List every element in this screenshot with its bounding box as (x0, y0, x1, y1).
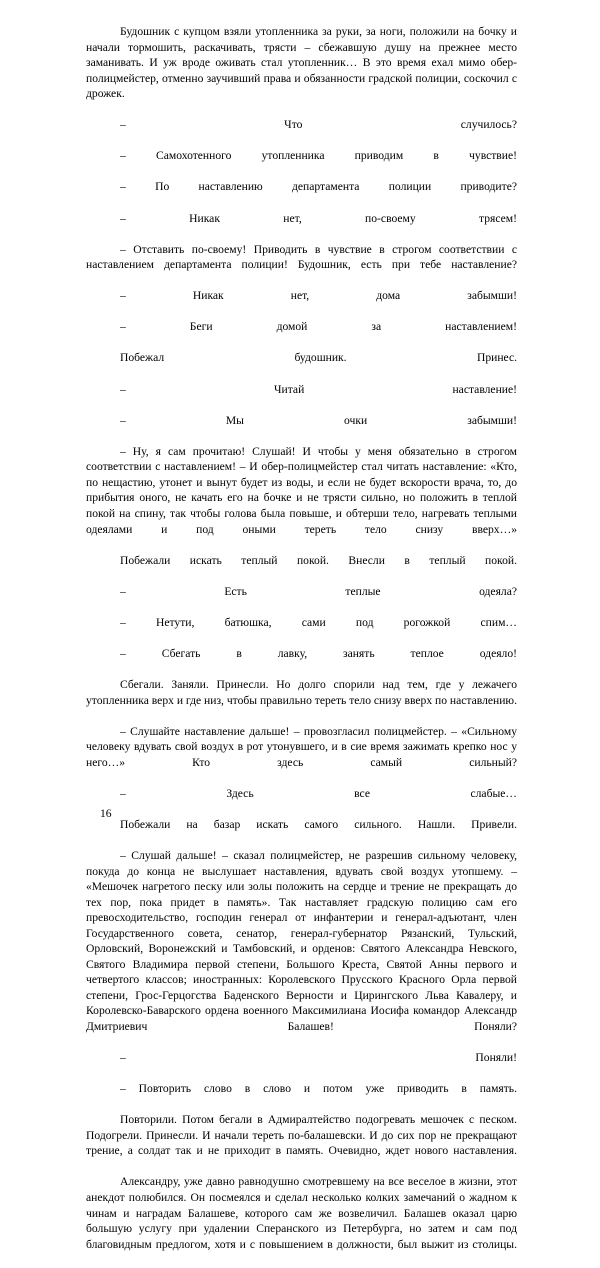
paragraph: – Никак нет, по-своему трясем! (120, 211, 517, 225)
paragraph: Повторили. Потом бегали в Адмиралтейство подогревать мешочек с песком. Подогрели. Принесли. И начали тереть по-балашевски. И до сих пор не прекращают трение, а солдат так и не приходит в память. Очевидно, ждет нового наставления. (86, 1113, 517, 1158)
paragraph: – Слушай дальше! – сказал полицмейстер, не разрешив сильному человеку, покуда до конца не выслушает наставления, вдувать свой воздух утопшему. – «Мешочек нагретого песку или золы положить на сердце и трение не прекращать до тех пор, пока придет в память». Так наставляет градскую полицию сам его превосходительство, господин генерал от инфантерии и генерал-адъютант, член Государственного совета, сенатор, генерал-губернатор Рязанский, Тульский, Орловский, Воронежский и Тамбовский, и орденов: Святого Александра Невского, Святого Владимира первой степени, Большого Креста, Святой Анны первого и четвертого классов; иностранных: Королевского Прусского Красного Орла первой степени, Грос-Герцогства Баденского Верности и Цирингского Льва Кавалеру, и Королевско-Баварского ордена военного Максимилиана Иосифа командор Александр Дмитриевич Балашев! Поняли? (86, 848, 517, 1033)
paragraph: – Ну, я сам прочитаю! Слушай! И чтобы у меня обязательно в строгом соответствии с наставлением! – И обер-полицмейстер стал читать наставление: «Кто, по нещастию, утонет и вынут будет из воды, и если не будет вскорости врача, то, до прибытия оного, не качать его на бочке и не трясти сильно, но положить в теплой покой на спину, так чтобы голова была повыше, и обтерши тело, нагревать теплыми одеялами и под оными тереть тело снизу вверх…» (86, 444, 517, 536)
paragraph: – Беги домой за наставлением! (120, 320, 517, 334)
paragraph: – Самохотенного утопленника приводим в чувствие! (120, 149, 517, 163)
page-number: 16 (100, 807, 112, 820)
paragraph: – Повторить слово в слово и потом уже приводить в память. (120, 1082, 517, 1096)
paragraph: – Что случилось? (120, 118, 517, 132)
paragraph: – Отставить по-своему! Приводить в чувствие в строгом соответствии с наставлением департамента полиции! Будошник, есть при тебе наставление? (86, 242, 517, 272)
paragraph: – Нетути, батюшка, сами под рогожкой спим… (120, 615, 517, 629)
paragraph: Будошник с купцом взяли утопленника за руки, за ноги, положили на бочку и начали тормошить, раскачивать, трясти – сбежавшую душу на прежнее место заманивать. И уж вроде оживать стал утопленник… В это время ехал мимо обер-полицмейстер, отменно заучивший права и обязанности градской полиции, соскочил с дрожек. (86, 25, 517, 101)
paragraph: Побежали искать теплый покой. Внесли в теплый покой. (120, 553, 517, 567)
paragraph: – По наставлению департамента полиции приводите? (120, 180, 517, 194)
paragraph: Побежал будошник. Принес. (120, 351, 517, 365)
paragraph: Побежали на базар искать самого сильного. Нашли. Привели. (120, 817, 517, 831)
paragraph: – Слушайте наставление дальше! – провозгласил полицмейстер. – «Сильному человеку вдувать свой воздух в рот утонувшего, и в сие время зажимать крепко нос у него…» Кто здесь самый сильный? (86, 724, 517, 769)
page-body-text (86, 24, 517, 1268)
paragraph: – Мы очки забымши! (120, 413, 517, 427)
paragraph: – Никак нет, дома забымши! (120, 289, 517, 303)
paragraph: Александру, уже давно равнодушно смотревшему на все веселое в жизни, этот анекдот полюбился. Он посмеялся и сделал несколько колких замечаний о жадном к чинам и наградам Балашеве, которого сам же возвеличил. Балашев оказал царю большую услугу при удалении Сперанского из Петербурга, но затем и сам под благовидным предлогом, хотя и с повышением в должности, был выжит из столицы. (86, 1175, 517, 1251)
paragraph: – Читай наставление! (120, 382, 517, 396)
paragraph: – Здесь все слабые… (120, 786, 517, 800)
paragraph: Сбегали. Заняли. Принесли. Но долго спорили над тем, где у лежачего утопленника верх и где низ, чтобы правильно тереть тело снизу вверх по наставлению. (86, 677, 517, 707)
paragraph: – Поняли! (120, 1051, 517, 1065)
paragraph: – Сбегать в лавку, занять теплое одеяло! (120, 646, 517, 660)
paragraph: – Есть теплые одеяла? (120, 584, 517, 598)
